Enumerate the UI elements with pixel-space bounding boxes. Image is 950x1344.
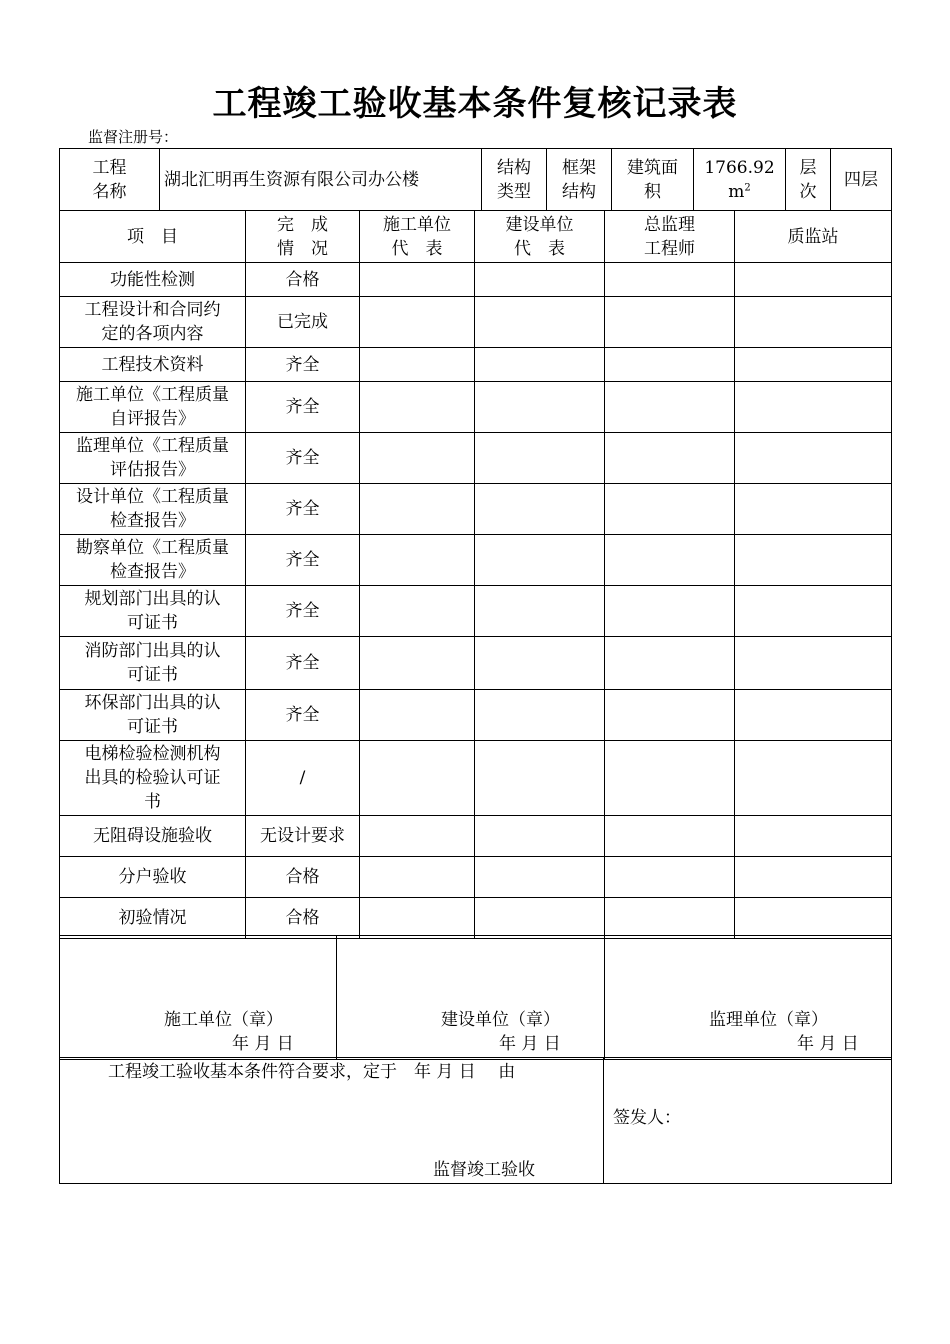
row-chief-supervisor <box>605 741 735 816</box>
row-contractor-rep <box>360 586 475 637</box>
row-owner-rep <box>475 898 605 939</box>
table-row <box>60 586 892 637</box>
col-header-chief-supervisor: 总监理 工程师 <box>605 211 735 263</box>
table-row <box>60 535 892 586</box>
row-owner-rep <box>475 637 605 690</box>
row-owner-rep <box>475 348 605 382</box>
row-item: 工程技术资料 <box>60 348 246 382</box>
row-contractor-rep <box>360 348 475 382</box>
row-contractor-rep <box>360 297 475 348</box>
structure-type-label: 结构 类型 <box>482 149 547 211</box>
row-chief-supervisor <box>605 816 735 857</box>
row-chief-supervisor <box>605 637 735 690</box>
row-quality-station <box>735 348 892 382</box>
table-row <box>60 637 892 690</box>
col-header-contractor-rep: 施工单位 代 表 <box>360 211 475 263</box>
floors-label: 层 次 <box>786 149 831 211</box>
row-status: 已完成 <box>246 297 360 348</box>
col-header-status: 完 成 情 况 <box>246 211 360 263</box>
row-status: 无设计要求 <box>246 816 360 857</box>
row-quality-station <box>735 484 892 535</box>
row-quality-station <box>735 535 892 586</box>
row-contractor-rep <box>360 690 475 741</box>
row-item: 监理单位《工程质量 评估报告》 <box>60 433 246 484</box>
row-item: 施工单位《工程质量 自评报告》 <box>60 382 246 433</box>
row-item: 无阻碍设施验收 <box>60 816 246 857</box>
row-item: 规划部门出具的认 可证书 <box>60 586 246 637</box>
row-chief-supervisor <box>605 433 735 484</box>
row-item: 功能性检测 <box>60 263 246 297</box>
row-owner-rep <box>475 816 605 857</box>
row-chief-supervisor <box>605 586 735 637</box>
table-row <box>60 382 892 433</box>
table-row <box>60 348 892 382</box>
table-row <box>60 741 892 816</box>
row-contractor-rep <box>360 433 475 484</box>
table-row <box>60 857 892 898</box>
row-chief-supervisor <box>605 263 735 297</box>
conclusion-table <box>59 1057 892 1184</box>
row-contractor-rep <box>360 898 475 939</box>
supervision-unit-seal-cell <box>605 936 892 1060</box>
row-item: 电梯检验检测机构 出具的检验认可证 书 <box>60 741 246 816</box>
building-area-value <box>694 149 786 211</box>
row-quality-station <box>735 898 892 939</box>
row-status: 齐全 <box>246 586 360 637</box>
row-contractor-rep <box>360 816 475 857</box>
row-item: 勘察单位《工程质量 检查报告》 <box>60 535 246 586</box>
building-area-label: 建筑面 积 <box>612 149 694 211</box>
row-contractor-rep <box>360 857 475 898</box>
row-owner-rep <box>475 690 605 741</box>
row-quality-station <box>735 741 892 816</box>
row-status: 齐全 <box>246 484 360 535</box>
row-owner-rep <box>475 535 605 586</box>
registration-number-label: 监督注册号： <box>88 128 179 146</box>
row-item: 设计单位《工程质量 检查报告》 <box>60 484 246 535</box>
owner-unit-seal-label: 建设单位（章） <box>441 1010 560 1030</box>
row-quality-station <box>735 263 892 297</box>
structure-type-value: 框架 结构 <box>547 149 612 211</box>
row-owner-rep <box>475 297 605 348</box>
table-row <box>60 433 892 484</box>
row-status: 合格 <box>246 857 360 898</box>
table-row <box>60 690 892 741</box>
row-contractor-rep <box>360 382 475 433</box>
project-info-table <box>59 148 892 211</box>
row-chief-supervisor <box>605 898 735 939</box>
row-quality-station <box>735 433 892 484</box>
row-owner-rep <box>475 382 605 433</box>
row-item: 分户验收 <box>60 857 246 898</box>
col-header-item: 项 目 <box>60 211 246 263</box>
project-name-label: 工程 名称 <box>60 149 160 211</box>
row-chief-supervisor <box>605 484 735 535</box>
row-contractor-rep <box>360 484 475 535</box>
page-title: 工程竣工验收基本条件复核记录表 <box>212 84 738 124</box>
row-owner-rep <box>475 857 605 898</box>
owner-unit-date: 年 月 日 <box>499 1034 561 1054</box>
row-quality-station <box>735 297 892 348</box>
row-contractor-rep <box>360 741 475 816</box>
row-chief-supervisor <box>605 297 735 348</box>
row-owner-rep <box>475 433 605 484</box>
table-row <box>60 297 892 348</box>
table-row <box>60 898 892 939</box>
row-item: 消防部门出具的认 可证书 <box>60 637 246 690</box>
row-status: 合格 <box>246 898 360 939</box>
row-status: 合格 <box>246 263 360 297</box>
construction-unit-date: 年 月 日 <box>232 1034 294 1054</box>
floors-value: 四层 <box>831 149 892 211</box>
col-header-quality-station: 质监站 <box>735 211 892 263</box>
row-quality-station <box>735 857 892 898</box>
construction-unit-seal-label: 施工单位（章） <box>164 1010 283 1030</box>
row-owner-rep <box>475 586 605 637</box>
row-quality-station <box>735 637 892 690</box>
row-status: 齐全 <box>246 535 360 586</box>
table-header-row <box>60 211 892 263</box>
row-contractor-rep <box>360 535 475 586</box>
row-quality-station <box>735 586 892 637</box>
area-unit: m <box>728 181 745 202</box>
row-item: 工程设计和合同约 定的各项内容 <box>60 297 246 348</box>
area-number: 1766.92 <box>704 157 775 178</box>
conclusion-footer: 监督竣工验收 <box>433 1160 535 1180</box>
acceptance-check-table <box>59 210 892 939</box>
row-status: 齐全 <box>246 690 360 741</box>
conclusion-text: 工程竣工验收基本条件符合要求，定于 年 月 日 由 <box>108 1062 516 1082</box>
owner-unit-seal-cell <box>337 936 605 1060</box>
row-chief-supervisor <box>605 348 735 382</box>
row-item: 环保部门出具的认 可证书 <box>60 690 246 741</box>
row-item: 初验情况 <box>60 898 246 939</box>
row-contractor-rep <box>360 637 475 690</box>
construction-unit-seal-cell <box>60 936 337 1060</box>
row-chief-supervisor <box>605 535 735 586</box>
signer-cell <box>604 1058 892 1184</box>
row-contractor-rep <box>360 263 475 297</box>
area-unit-exponent: 2 <box>744 181 751 193</box>
signer-label: 签发人： <box>613 1108 681 1128</box>
project-name-value: 湖北汇明再生资源有限公司办公楼 <box>160 149 482 211</box>
signature-table <box>59 935 892 1060</box>
row-status: 齐全 <box>246 348 360 382</box>
table-row <box>60 263 892 297</box>
row-status: 齐全 <box>246 637 360 690</box>
row-status: / <box>246 741 360 816</box>
row-chief-supervisor <box>605 690 735 741</box>
conclusion-cell <box>60 1058 604 1184</box>
col-header-owner-rep: 建设单位 代 表 <box>475 211 605 263</box>
row-owner-rep <box>475 263 605 297</box>
table-row <box>60 484 892 535</box>
supervision-unit-date: 年 月 日 <box>797 1034 859 1054</box>
row-owner-rep <box>475 741 605 816</box>
row-status: 齐全 <box>246 382 360 433</box>
row-status: 齐全 <box>246 433 360 484</box>
row-chief-supervisor <box>605 857 735 898</box>
row-quality-station <box>735 382 892 433</box>
table-row <box>60 816 892 857</box>
row-chief-supervisor <box>605 382 735 433</box>
row-quality-station <box>735 816 892 857</box>
supervision-unit-seal-label: 监理单位（章） <box>709 1010 828 1030</box>
row-owner-rep <box>475 484 605 535</box>
row-quality-station <box>735 690 892 741</box>
